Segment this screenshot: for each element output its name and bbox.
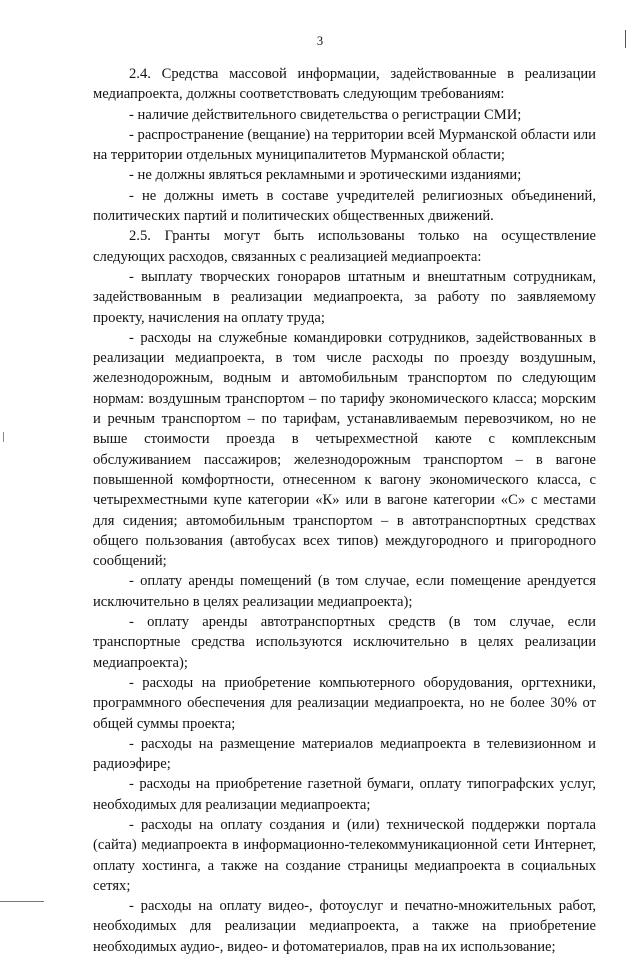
- expense-website: - расходы на оплату создания и (или) технической поддержки портала (сайта) медиапроекта в информационно-телекоммуникационной сети Интернет, оплату хостинга, а также на создание страницы медиапроекта в социальных сетях;: [93, 816, 596, 894]
- expense-equipment: - расходы на приобретение компьютерного оборудования, оргтехники, программного обеспечения для реализации медиапроекта, но не более 30% от общей суммы проекта;: [93, 674, 596, 732]
- page-number: 3: [316, 34, 324, 48]
- requirement-founders: - не должны иметь в составе учредителей религиозных объединений, политических партий и политических общественных движений.: [93, 187, 596, 225]
- paragraph-2-4: 2.4. Средства массовой информации, задействованные в реализации медиапроекта, должны соответствовать следующим требованиям:: [93, 66, 596, 103]
- scan-edge-mark: [0, 901, 44, 902]
- requirement-registration: - наличие действительного свидетельства о регистрации СМИ;: [129, 106, 522, 123]
- scan-edge-mark: [3, 432, 4, 442]
- document-body: [93, 64, 596, 957]
- scan-edge-mark: [625, 30, 626, 48]
- expense-business-trips: - расходы на служебные командировки сотрудников, задействованных в реализации медиапроекта, в том числе расходы по проезду воздушным, железнодорожным, водным и автомобильным транспортом по следующим нормам: воздушным транспортом – по тарифу экономического класса; морским и речным транспортом – по тарифам, устанавливаемым перевозчиком, но не выше стоимости проезда в четырехместной каюте с комплексным обслуживанием пассажиров; железнодорожным транспортом – в вагоне повышенной комфортности, отнесенном к вагону экономического класса, с четырехместными купе категории «К» или в вагоне категории «С» с местами для сидения; автомобильным транспортом – в автотранспортных средствах общего пользования (автобусах всех типов) междугородного и пригородного сообщений;: [93, 329, 596, 570]
- expense-premises-rent: - оплату аренды помещений (в том случае, если помещение арендуется исключительно в целях реализации медиапроекта);: [93, 573, 596, 610]
- requirement-not-advertising: - не должны являться рекламными и эротическими изданиями;: [129, 167, 522, 184]
- expense-media-services: - расходы на оплату видео-, фотоуслуг и печатно-множительных работ, необходимых для реализации медиапроекта, а также на приобретение необходимых аудио-, видео- и фотоматериалов, прав на их использование;: [93, 898, 596, 955]
- requirement-distribution: - распространение (вещание) на территории всей Мурманской области или на территории отдельных муниципалитетов Мурманской области;: [93, 126, 596, 164]
- expense-fees: - выплату творческих гонораров штатным и внештатным сотрудникам, задействованным в реализации медиапроекта, за работу по заявляемому проекту, начисления на оплату труда;: [93, 268, 596, 326]
- expense-broadcast: - расходы на размещение материалов медиапроекта в телевизионном и радиоэфире;: [93, 735, 596, 773]
- expense-printing: - расходы на приобретение газетной бумаги, оплату типографских услуг, необходимых для реализации медиапроекта;: [93, 776, 596, 813]
- paragraph-2-5: 2.5. Гранты могут быть использованы только на осуществление следующих расходов, связанных с реализацией медиапроекта:: [93, 228, 596, 265]
- expense-vehicle-rent: - оплату аренды автотранспортных средств (в том случае, если транспортные средства используются исключительно в целях реализации медиапроекта);: [93, 614, 596, 671]
